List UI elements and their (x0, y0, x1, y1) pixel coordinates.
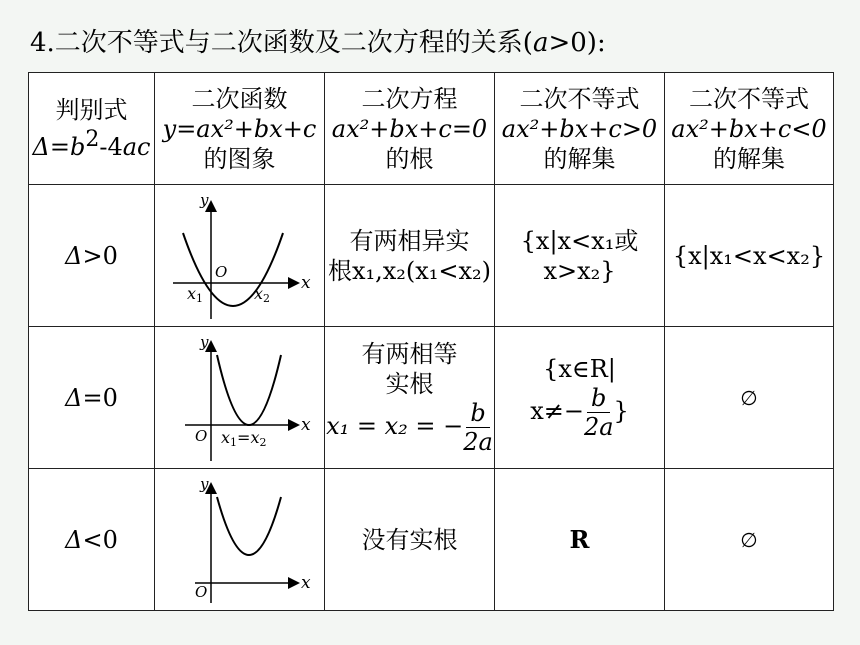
roots-cell: 没有实根 (325, 469, 495, 611)
header-discriminant: 判别式 $\Delta=b^2-4ac$ (29, 73, 155, 185)
y-label: y (199, 474, 208, 493)
parabola-double-root-graph (165, 333, 315, 463)
header-equation: 二次方程 ax²+bx+c=0 的根 (325, 73, 495, 185)
relation-table (28, 72, 834, 611)
y-label: y (199, 190, 208, 209)
root2-label: x2 (253, 283, 270, 305)
x-label: x (300, 414, 311, 435)
solution-lt-cell: ∅ (665, 469, 834, 611)
root1-label: x1 (186, 283, 203, 305)
fraction-b-over-2a: $\frac{b}{2a}$ (583, 384, 614, 441)
header-inequality-lt: 二次不等式 ax²+bx+c<0 的解集 (665, 73, 834, 185)
discriminant-cell: Δ=0 (29, 327, 155, 469)
roots-cell: 有两相异实 根x₁,x₂(x₁<x₂) (325, 185, 495, 327)
table-header-row (29, 73, 834, 185)
solution-gt-cell: {x|x<x₁或 x>x₂} (495, 185, 665, 327)
parabola-no-roots-graph (165, 475, 315, 605)
graph-two-roots (155, 185, 325, 327)
parabola-curve (217, 355, 281, 425)
roots-cell: 有两相等 实根 x₁ = x₂ = − $\frac{b}{2a}$ (325, 327, 495, 469)
y-label: y (199, 332, 208, 351)
solution-lt-cell: {x|x₁<x<x₂} (665, 185, 834, 327)
solution-lt-cell: ∅ (665, 327, 834, 469)
double-root-label: x1=x2 (220, 427, 266, 449)
table-row (29, 469, 834, 611)
x-label: x (300, 572, 311, 593)
x-label: x (300, 272, 311, 293)
parabola-two-roots-graph (165, 191, 315, 321)
solution-gt-cell: {x∈R| x≠− $\frac{b}{2a}$ } (495, 327, 665, 469)
graph-no-roots (155, 469, 325, 611)
solution-gt-cell: R (495, 469, 665, 611)
header-inequality-gt: 二次不等式 ax²+bx+c>0 的解集 (495, 73, 665, 185)
origin-label: O (194, 426, 207, 445)
table-row (29, 185, 834, 327)
discriminant-cell: Δ>0 (29, 185, 155, 327)
page-heading: 4.二次不等式与二次函数及二次方程的关系(a>0): (30, 28, 606, 58)
origin-label: O (214, 262, 227, 281)
table-row (29, 327, 834, 469)
origin-label: O (194, 582, 207, 601)
header-function: 二次函数 y=ax²+bx+c 的图象 (155, 73, 325, 185)
fraction-b-over-2a: $\frac{b}{2a}$ (463, 399, 493, 456)
parabola-curve (217, 497, 281, 555)
discriminant-cell: Δ<0 (29, 469, 155, 611)
graph-double-root (155, 327, 325, 469)
